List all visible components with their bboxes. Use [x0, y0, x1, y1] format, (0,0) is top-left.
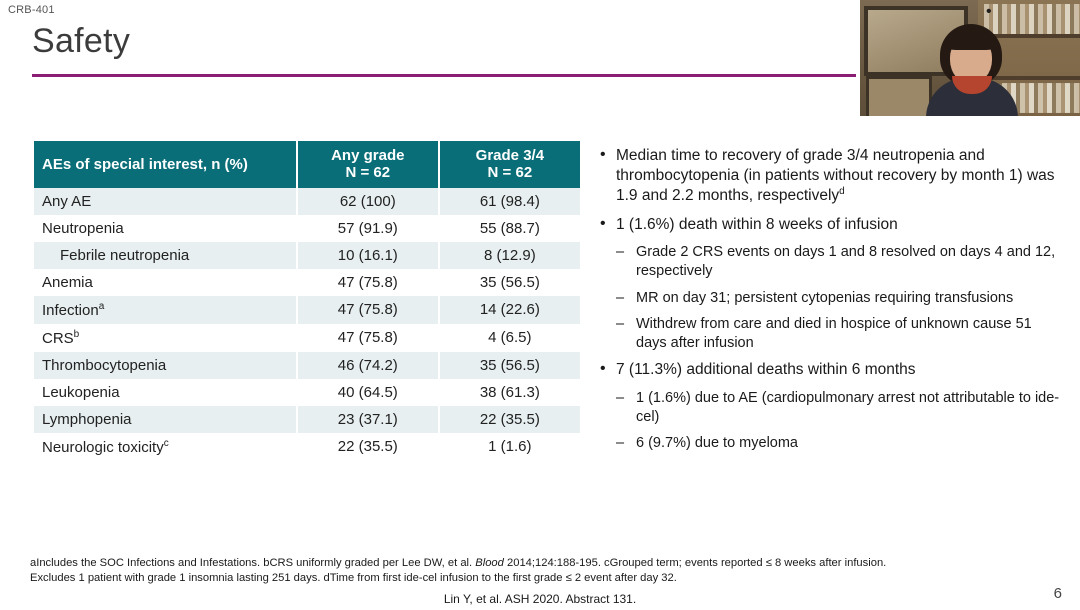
table-row	[34, 188, 580, 215]
footnote-marker: c	[163, 437, 169, 449]
table-row	[34, 324, 580, 352]
adverse-events-table	[34, 141, 580, 461]
cell-any-grade: 47 (75.8)	[297, 296, 439, 324]
presenter-avatar	[926, 24, 1018, 116]
table-row	[34, 433, 580, 461]
cell-grade-34: 22 (35.5)	[439, 406, 580, 433]
cell-grade-34: 8 (12.9)	[439, 242, 580, 269]
bullet-item: • 1 (1.6%) death within 8 weeks of infusion	[598, 215, 1060, 235]
sub-bullet-item: – 6 (9.7%) due to myeloma	[616, 434, 1060, 453]
page-number: 6	[1053, 585, 1062, 602]
cell-grade-34: 14 (22.6)	[439, 296, 580, 324]
cell-any-grade: 10 (16.1)	[297, 242, 439, 269]
footnotes	[30, 556, 1030, 586]
table-row	[34, 296, 580, 324]
table-row	[34, 379, 580, 406]
cell-any-grade: 22 (35.5)	[297, 433, 439, 461]
picture-frame-icon	[866, 76, 932, 116]
cell-grade-34: 1 (1.6)	[439, 433, 580, 461]
column-header-any-grade	[297, 141, 439, 188]
sub-bullet-item: – 1 (1.6%) due to AE (cardiopulmonary arrest not attributable to ide-cel)	[616, 389, 1060, 426]
cell-any-grade: 46 (74.2)	[297, 352, 439, 379]
footnote-line-1	[30, 556, 1030, 571]
cell-ae-label: Lymphopenia	[34, 406, 297, 433]
sub-bullet-item: – Withdrew from care and died in hospice of unknown cause 51 days after infusion	[616, 315, 1060, 352]
column-header-ae-label: AEs of special interest, n (%)	[34, 141, 297, 188]
cell-grade-34: 55 (88.7)	[439, 215, 580, 242]
column-header-grade-34	[439, 141, 580, 188]
cell-any-grade: 62 (100)	[297, 188, 439, 215]
journal-name: Blood	[475, 557, 504, 569]
cell-grade-34: 4 (6.5)	[439, 324, 580, 352]
cell-grade-34: 38 (61.3)	[439, 379, 580, 406]
key-findings-list	[598, 146, 1060, 461]
cell-ae-label: Thrombocytopenia	[34, 352, 297, 379]
cell-any-grade: 40 (64.5)	[297, 379, 439, 406]
cell-any-grade: 57 (91.9)	[297, 215, 439, 242]
footnote-c: 2014;124:188-195. cGrouped term; events reported ≤ 8 weeks after infusion.	[503, 557, 887, 569]
table-row	[34, 269, 580, 296]
any-grade-line2: N = 62	[345, 164, 391, 182]
study-code: CRB-401	[8, 4, 55, 16]
cell-any-grade: 47 (75.8)	[297, 269, 439, 296]
footnote-line-2: Excludes 1 patient with grade 1 insomnia lasting 251 days. dTime from first ide-cel infusion to the first grade ≤ 2 event after day 32.	[30, 571, 677, 584]
title-underline-rule	[32, 74, 856, 77]
cell-ae-label: Any AE	[34, 188, 297, 215]
cell-ae-label: CRS$^b$	[34, 324, 297, 352]
page-title: Safety	[32, 22, 131, 60]
cell-any-grade: 47 (75.8)	[297, 324, 439, 352]
cell-grade-34: 35 (56.5)	[439, 269, 580, 296]
table-header-row	[34, 141, 580, 188]
cell-any-grade: 23 (37.1)	[297, 406, 439, 433]
cell-ae-label: Anemia	[34, 269, 297, 296]
table-row	[34, 352, 580, 379]
grade34-line1: Grade 3/4	[475, 147, 545, 164]
cell-ae-label: Neutropenia	[34, 215, 297, 242]
cell-grade-34: 61 (98.4)	[439, 188, 580, 215]
cell-ae-label: Leukopenia	[34, 379, 297, 406]
citation: Lin Y, et al. ASH 2020. Abstract 131.	[443, 592, 637, 606]
cell-ae-label: Infection$^a$	[34, 296, 297, 324]
footnote-marker: a	[98, 300, 105, 312]
hair-front-shape	[946, 30, 996, 50]
table-body	[34, 188, 580, 461]
footnote-b: bCRS uniformly graded per Lee DW, et al.	[263, 557, 476, 569]
presenter-video[interactable]	[860, 0, 1080, 116]
table-row	[34, 242, 580, 269]
table-row	[34, 406, 580, 433]
bullet-item: • Median time to recovery of grade 3/4 neutropenia and thrombocytopenia (in patients without recovery by month 1) was 1.9 and 2.2 months, respectively$^d$	[598, 146, 1060, 206]
footnote-marker: d	[839, 185, 845, 197]
bullet-item: • 7 (11.3%) additional deaths within 6 months	[598, 360, 1060, 380]
cell-grade-34: 35 (56.5)	[439, 352, 580, 379]
grade34-line2: N = 62	[487, 164, 533, 182]
footnote-marker: b	[73, 328, 80, 340]
sub-bullet-item: – MR on day 31; persistent cytopenias requiring transfusions	[616, 289, 1060, 308]
table-row	[34, 215, 580, 242]
cell-ae-label: Febrile neutropenia	[34, 242, 297, 269]
footnote-a: aIncludes the SOC Infections and Infestations.	[30, 557, 264, 569]
sub-bullet-item: – Grade 2 CRS events on days 1 and 8 resolved on days 4 and 12, respectively	[616, 243, 1060, 280]
any-grade-line1: Any grade	[331, 147, 405, 164]
table-header	[34, 141, 580, 188]
cell-ae-label: Neurologic toxicity$^c$	[34, 433, 297, 461]
